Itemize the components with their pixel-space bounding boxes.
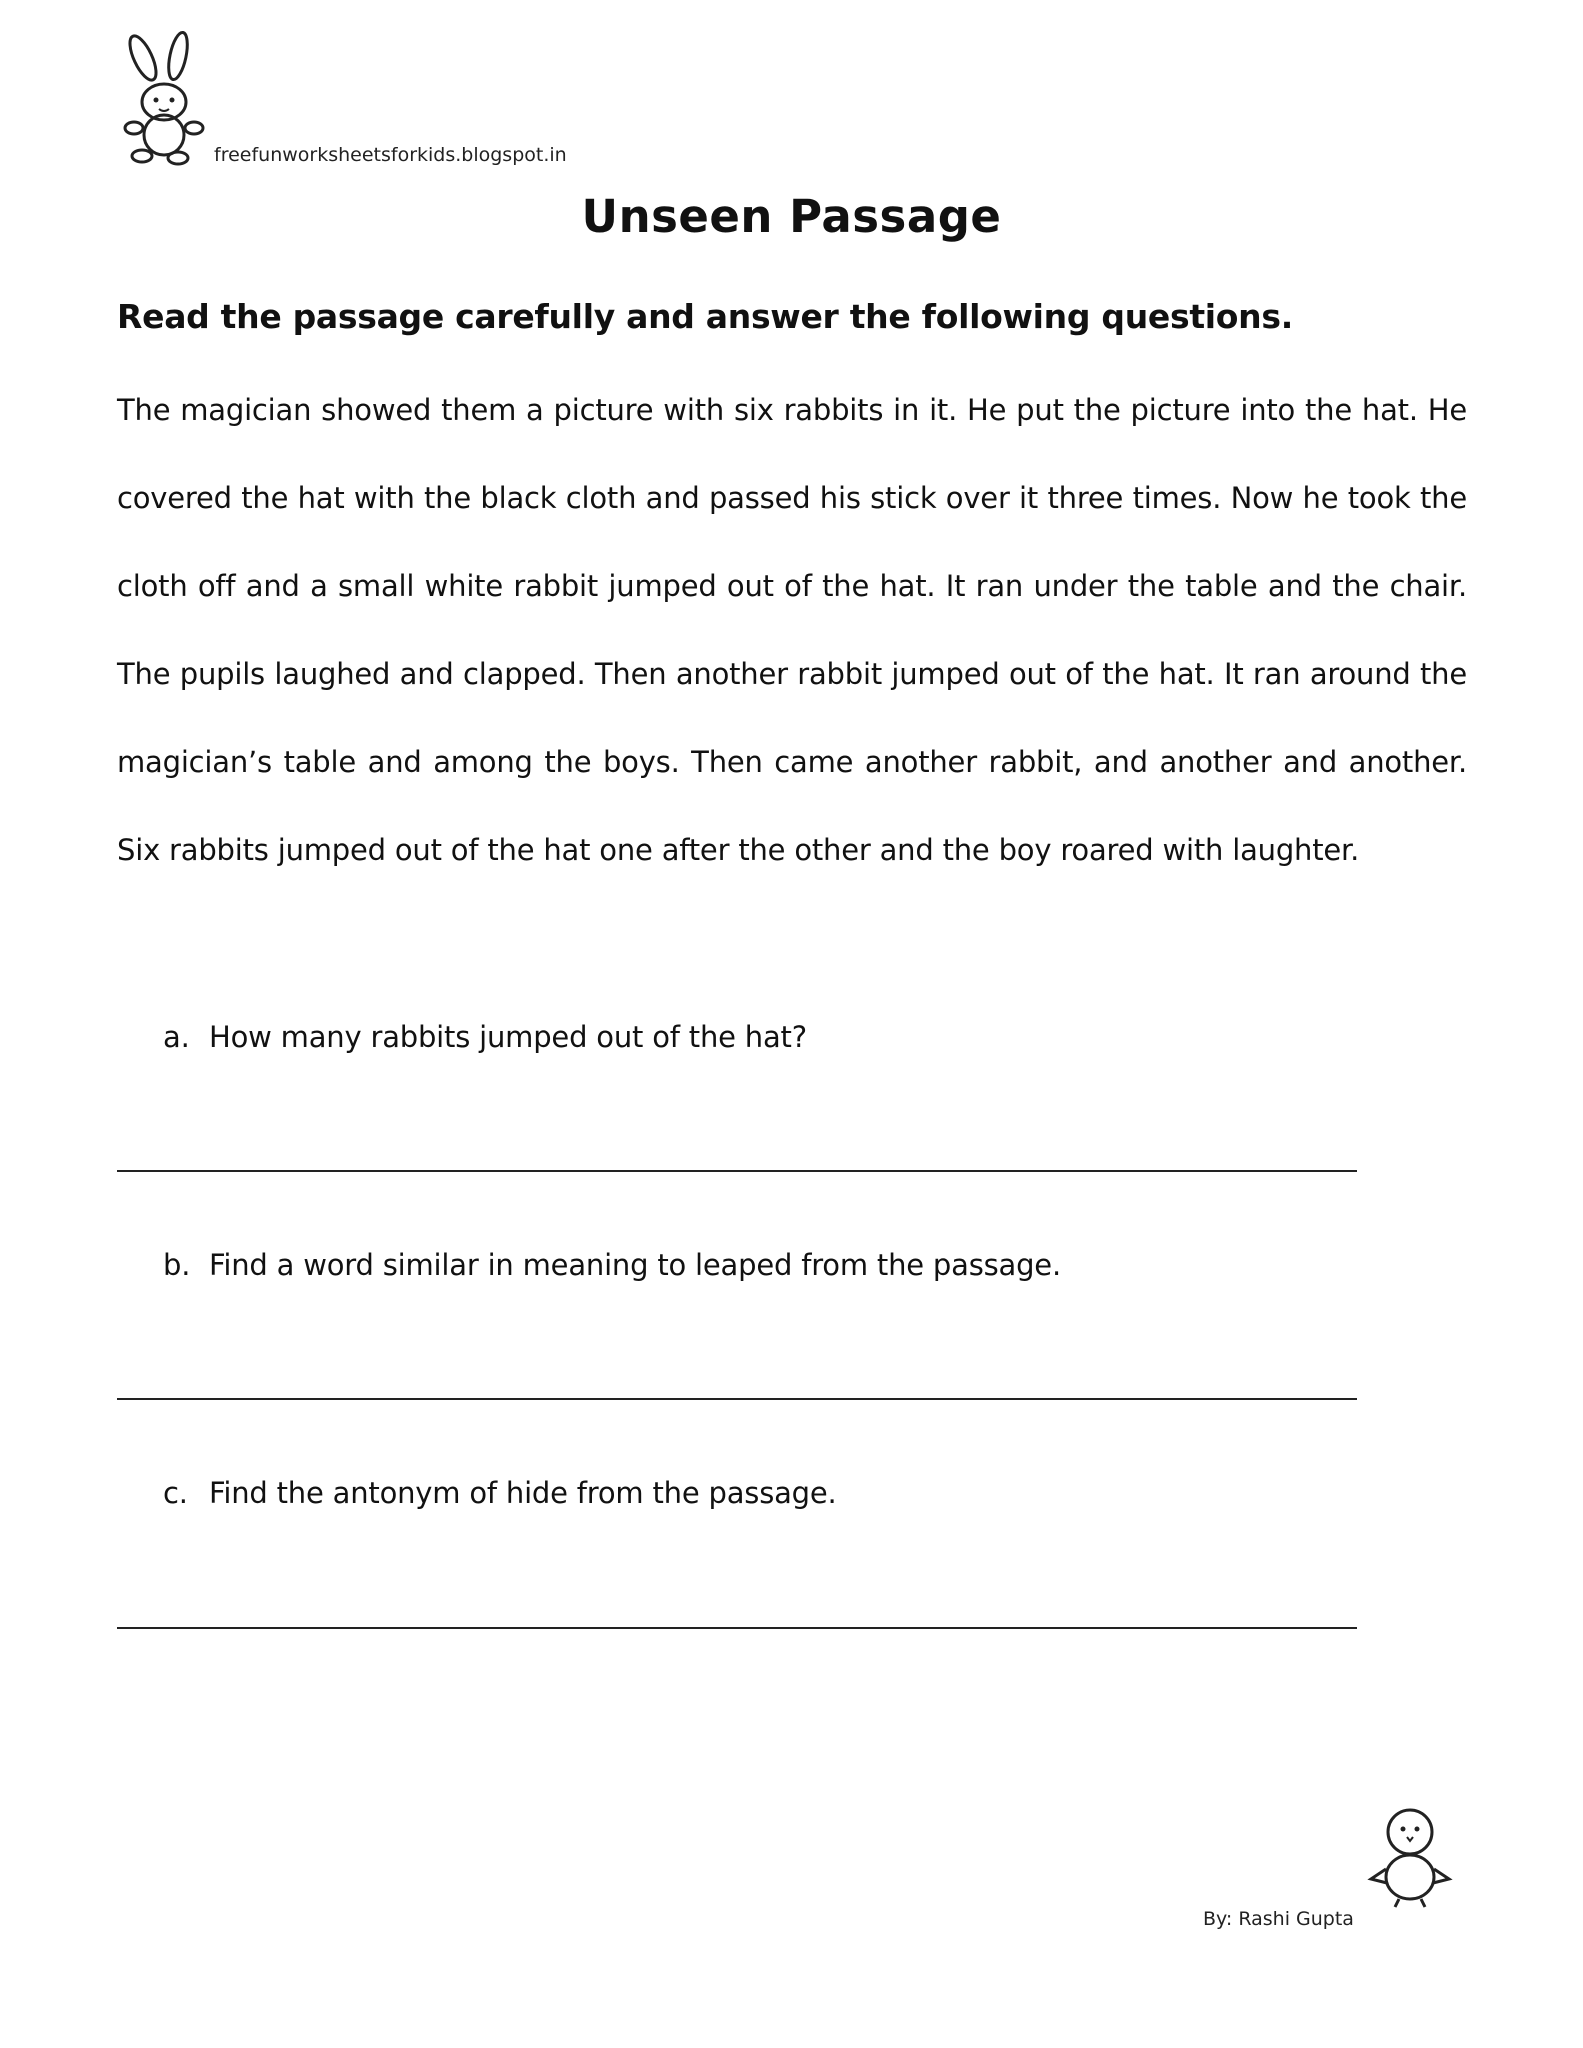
- question-text: How many rabbits jumped out of the hat?: [209, 1020, 807, 1054]
- question-letter: c.: [163, 1476, 188, 1510]
- question-b: [163, 1248, 1061, 1282]
- answer-line-a: [117, 1170, 1357, 1172]
- website-url: freefunworksheetsforkids.blogspot.in: [214, 144, 567, 166]
- page-title: Unseen Passage: [581, 190, 1002, 243]
- bunny-icon: [108, 30, 218, 170]
- question-letter: a.: [163, 1020, 190, 1054]
- instructions: Read the passage carefully and answer the following questions.: [117, 297, 1293, 336]
- question-text: Find a word similar in meaning to leaped from the passage.: [209, 1248, 1061, 1282]
- chick-icon: [1365, 1805, 1455, 1910]
- answer-line-c: [117, 1627, 1357, 1629]
- question-text: Find the antonym of hide from the passage.: [209, 1476, 837, 1510]
- question-letter: b.: [163, 1248, 191, 1282]
- passage-text: The magician showed them a picture with six rabbits in it. He put the picture into the hat. He covered the hat with the black cloth and passed his stick over it three times. Now he took the cloth off and a small white rabbit jumped out of the hat. It ran under the table and the chair. The pupils laughed and clapped. Then another rabbit jumped out of the hat. It ran around the magician’s table and among the boys. Then came another rabbit, and another and another. Six rabbits jumped out of the hat one after the other and the boy roared with laughter.: [117, 393, 1467, 867]
- author-credit: By: Rashi Gupta: [1203, 1908, 1354, 1930]
- question-c: [163, 1476, 837, 1510]
- question-a: [163, 1020, 807, 1054]
- answer-line-b: [117, 1398, 1357, 1400]
